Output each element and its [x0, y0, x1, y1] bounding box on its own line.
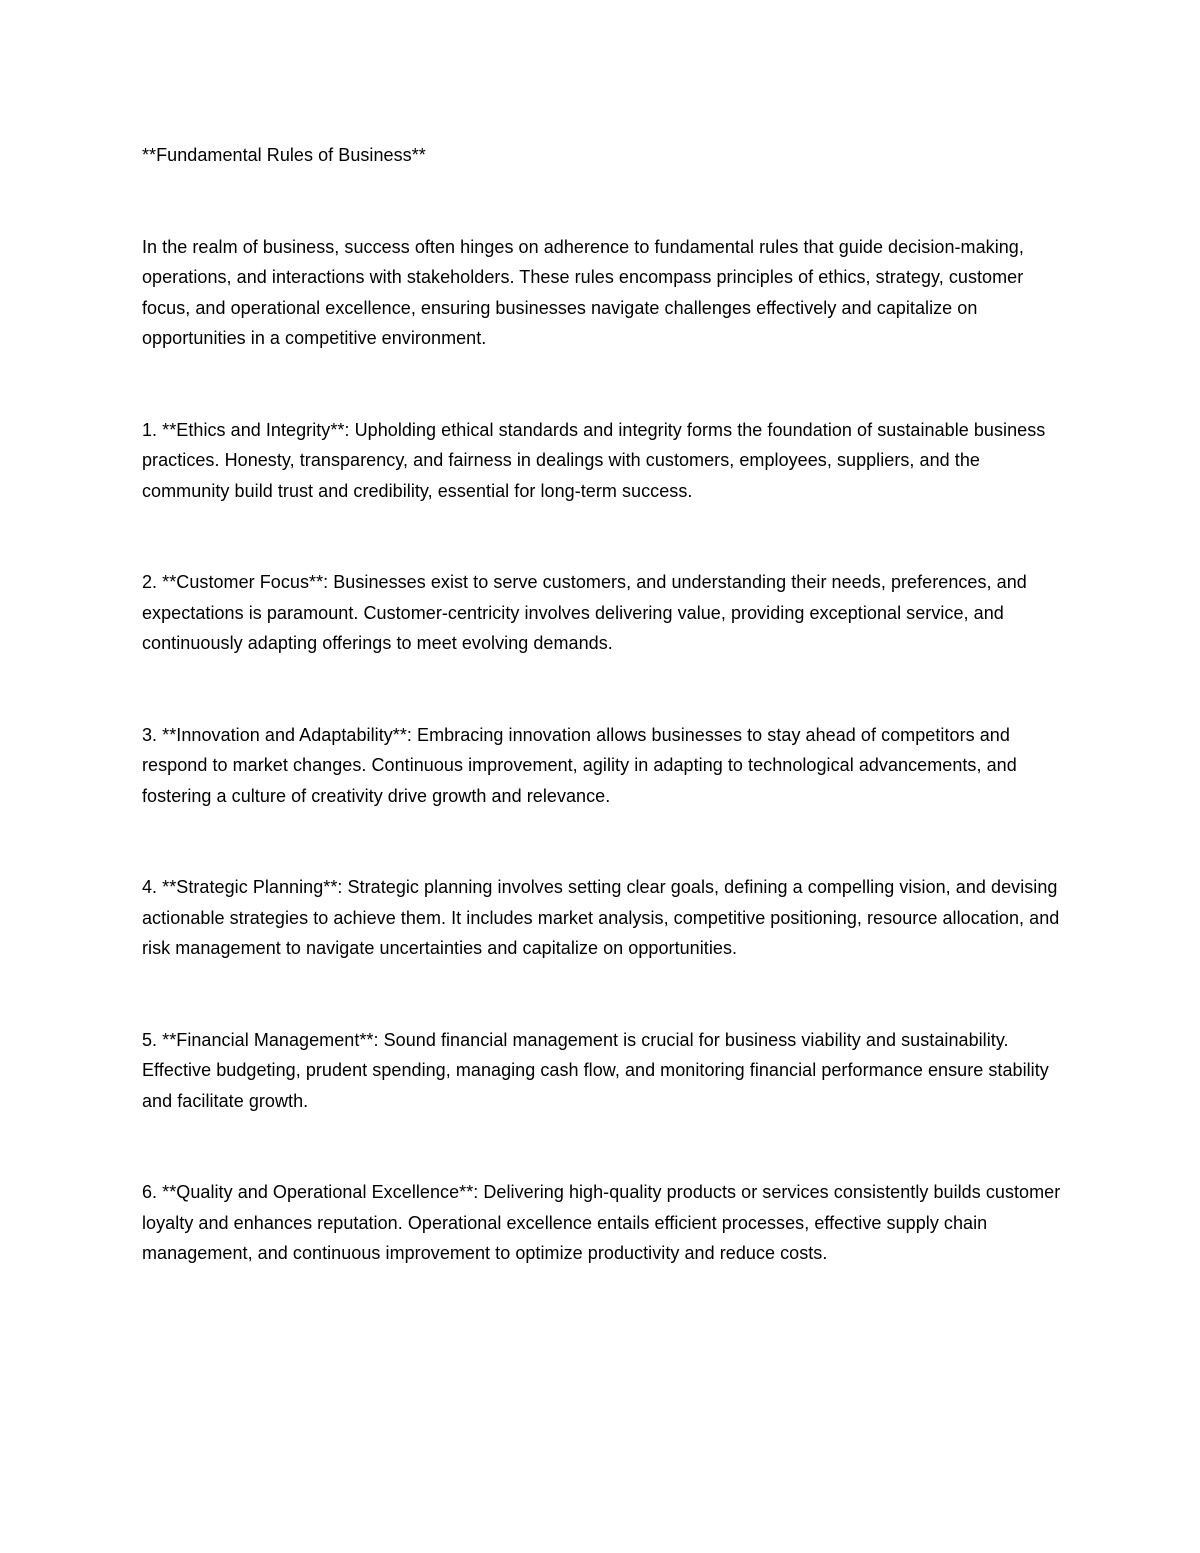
rule-number: 4.: [142, 877, 163, 897]
rule-number: 2.: [142, 572, 163, 592]
rule-paragraph: [142, 415, 1062, 507]
rule-name: **Financial Management**: [162, 1029, 374, 1050]
rule-name: **Strategic Planning**: [162, 877, 338, 897]
document-title: **Fundamental Rules of Business**: [142, 145, 426, 165]
rule-text: : Sound financial management is crucial for business viability and sustainability. Effective budgeting, prudent spending, managing cash flow, and monitoring financial performance ensure stability and facilitate growth.: [142, 1029, 1049, 1111]
rule-number: 5.: [142, 1029, 163, 1050]
intro-paragraph: In the realm of business, success often hinges on adherence to fundamental rules that guide decision-making, operations, and interactions with stakeholders. These rules encompass principles of ethics, strategy, customer focus, and operational excellence, ensuring businesses navigate challenges effectively and capitalize on opportunities in a competitive environment.: [142, 236, 1024, 348]
rule-text: : Upholding ethical standards and integrity forms the foundation of sustainable business practices. Honesty, transparency, and fairness in dealings with customers, employees, suppliers, and the community build trust and credibility, essential for long-term success.: [142, 419, 1046, 501]
rule-text: : Strategic planning involves setting clear goals, defining a compelling vision, and devising actionable strategies to achieve them. It includes market analysis, competitive positioning, resource allocation, and risk management to navigate uncertainties and capitalize on opportunities.: [142, 877, 1060, 958]
document-page: [142, 140, 1062, 1269]
rule-name: **Innovation and Adaptability**: [162, 724, 407, 745]
rule-number: 1.: [142, 419, 163, 440]
rule-number: 3.: [142, 724, 163, 745]
rule-text: : Delivering high-quality products or services consistently builds customer loyalty and enhances reputation. Operational excellence entails efficient processes, effective supply chain management, and continuous improvement to optimize productivity and reduce costs.: [142, 1182, 1061, 1263]
rule-paragraph: [142, 1177, 1062, 1269]
rule-paragraph: [142, 720, 1062, 812]
rule-text: : Embracing innovation allows businesses to stay ahead of competitors and respond to market changes. Continuous improvement, agility in adapting to technological advancements, and fostering a culture of creativity drive growth and relevance.: [142, 724, 1017, 806]
rule-text: : Businesses exist to serve customers, and understanding their needs, preferences, and expectations is paramount. Customer-centricity involves delivering value, providing exceptional service, and continuously adapting offerings to meet evolving demands.: [142, 572, 1027, 653]
rule-paragraph: [142, 1025, 1062, 1117]
rule-name: **Ethics and Integrity**: [162, 419, 345, 440]
rule-name: **Customer Focus**: [162, 572, 324, 592]
rule-paragraph: [142, 872, 1062, 964]
rule-paragraph: [142, 567, 1062, 659]
rule-name: **Quality and Operational Excellence**: [162, 1182, 474, 1202]
rule-number: 6.: [142, 1182, 163, 1202]
